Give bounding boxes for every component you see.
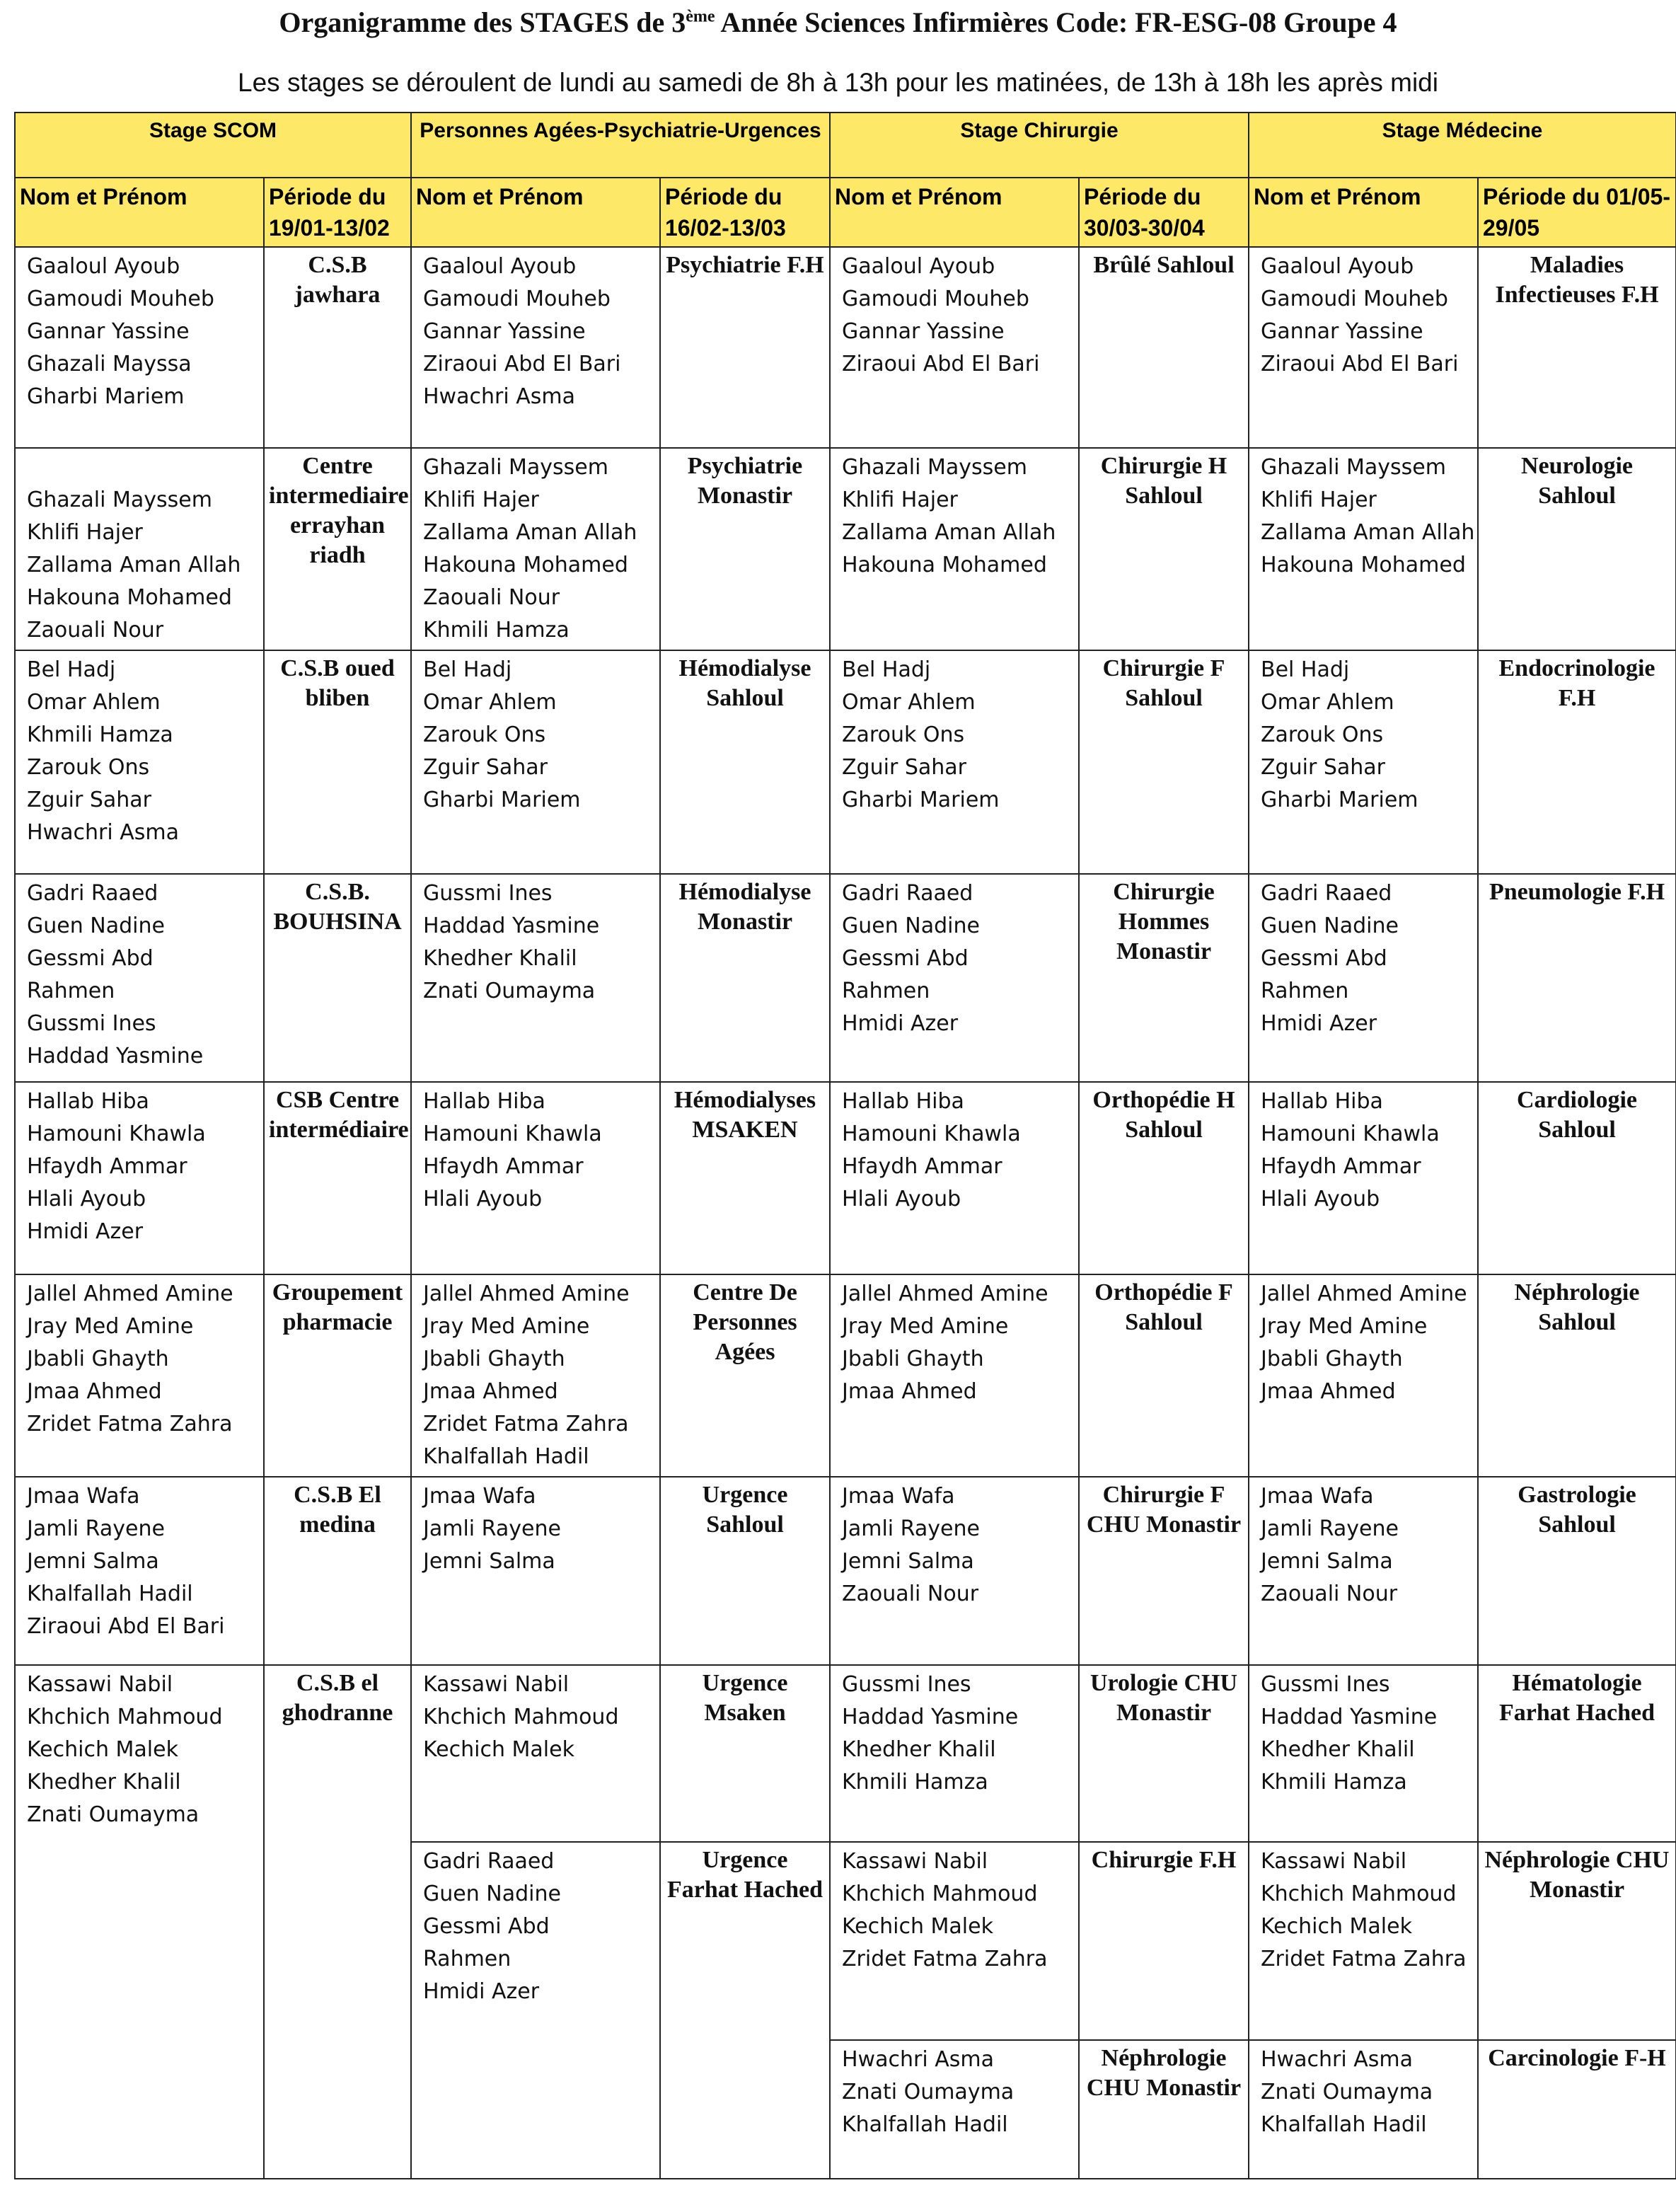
title-sup: ème <box>686 7 715 26</box>
student-name: Gadri Raaed <box>1261 881 1392 906</box>
student-name: Jamli Rayene <box>27 1516 165 1541</box>
med-names-8 <box>1249 1842 1478 2040</box>
student-name: Zridet Fatma Zahra <box>842 1947 1048 1971</box>
scom-names-2 <box>15 650 264 874</box>
student-name: Jmaa Wafa <box>842 1484 955 1509</box>
med-place-0: Maladies Infectieuses F.H <box>1478 247 1676 448</box>
scom-names-5 <box>15 1274 264 1477</box>
chir-place-1: Chirurgie H Sahloul <box>1079 448 1249 650</box>
student-name: Hakouna Mohamed <box>27 585 232 610</box>
student-name: Gamoudi Mouheb <box>842 287 1029 311</box>
internship-table <box>14 112 1676 2179</box>
student-name: Hwachri Asma <box>423 384 575 409</box>
scom-place-1: Centre intermediaire errayhan riadh <box>264 448 411 650</box>
student-name: Ziraoui Abd El Bari <box>1261 352 1459 376</box>
student-name: Gamoudi Mouheb <box>423 287 611 311</box>
chir-place-8: Chirurgie F.H <box>1079 1842 1249 2040</box>
student-name: Jbabli Ghayth <box>27 1347 169 1371</box>
student-name: Gessmi Abd <box>1261 946 1387 971</box>
med-place-9: Carcinologie F-H <box>1478 2040 1676 2179</box>
student-name: Zaouali Nour <box>27 618 164 643</box>
med-names-0 <box>1249 247 1478 448</box>
student-name: Kassawi Nabil <box>423 1672 570 1697</box>
student-name: Zarouk Ons <box>1261 722 1384 747</box>
student-name: Gessmi Abd <box>27 946 154 971</box>
student-name: Rahmen <box>1261 979 1349 1003</box>
header-nom-scom: Nom et Prénom <box>15 178 264 247</box>
student-name: Hwachri Asma <box>1261 2047 1413 2072</box>
student-name: Gharbi Mariem <box>842 788 1000 812</box>
pag-names-6 <box>411 1477 660 1665</box>
student-name: Khedher Khalil <box>842 1737 996 1762</box>
med-place-7: Hématologie Farhat Hached <box>1478 1665 1676 1842</box>
student-name: Haddad Yasmine <box>27 1044 204 1068</box>
student-name: Khchich Mahmoud <box>27 1705 223 1729</box>
student-name: Gessmi Abd <box>423 1914 550 1939</box>
med-place-2: Endocrinologie F.H <box>1478 650 1676 874</box>
header-periode-pag: Période du 16/02-13/03 <box>660 178 830 247</box>
scom-place-2: C.S.B oued bliben <box>264 650 411 874</box>
pag-names-5 <box>411 1274 660 1477</box>
student-name: Ghazali Mayssa <box>27 352 192 376</box>
student-name: Jmaa Wafa <box>1261 1484 1374 1509</box>
pag-place-8: Urgence Farhat Hached <box>660 1842 830 2179</box>
scom-names-3 <box>15 874 264 1082</box>
student-name: Gadri Raaed <box>842 881 973 906</box>
student-name: Zarouk Ons <box>27 755 150 780</box>
student-name: Omar Ahlem <box>27 690 161 715</box>
student-name: Kechich Malek <box>27 1737 178 1762</box>
student-name: Znati Oumayma <box>423 979 596 1003</box>
student-name: Jbabli Ghayth <box>842 1347 984 1371</box>
student-name: Ziraoui Abd El Bari <box>842 352 1040 376</box>
med-place-8: Néphrologie CHU Monastir <box>1478 1842 1676 2040</box>
med-names-1 <box>1249 448 1478 650</box>
student-name: Guen Nadine <box>842 914 980 938</box>
student-name: Zaouali Nour <box>423 585 560 610</box>
student-name: Khedher Khalil <box>423 946 577 971</box>
column-header-row <box>15 178 1676 247</box>
student-name: Gannar Yassine <box>27 319 190 344</box>
student-name: Khlifi Hajer <box>27 520 143 545</box>
student-name: Kassawi Nabil <box>842 1849 988 1874</box>
student-name: Hlali Ayoub <box>1261 1187 1380 1211</box>
pag-place-0: Psychiatrie F.H <box>660 247 830 448</box>
chir-names-9 <box>830 2040 1079 2179</box>
header-periode-med: Période du 01/05-29/05 <box>1478 178 1676 247</box>
student-name: Jmaa Ahmed <box>842 1379 977 1404</box>
student-name: Jray Med Amine <box>423 1314 590 1339</box>
student-name: Khalfallah Hadil <box>842 2112 1008 2137</box>
chir-names-1 <box>830 448 1079 650</box>
student-name: Ghazali Mayssem <box>423 455 608 480</box>
header-nom-med: Nom et Prénom <box>1249 178 1478 247</box>
student-name: Gussmi Ines <box>842 1672 971 1697</box>
student-name: Jmaa Ahmed <box>27 1379 162 1404</box>
chir-place-5: Orthopédie F Sahloul <box>1079 1274 1249 1477</box>
student-name: Jemni Salma <box>842 1549 974 1574</box>
student-name: Gamoudi Mouheb <box>1261 287 1448 311</box>
med-names-5 <box>1249 1274 1478 1477</box>
student-name: Kechich Malek <box>842 1914 993 1939</box>
student-name: Jbabli Ghayth <box>1261 1347 1403 1371</box>
med-names-4 <box>1249 1082 1478 1274</box>
student-name: Hallab Hiba <box>1261 1089 1383 1114</box>
student-name: Khalfallah Hadil <box>1261 2112 1427 2137</box>
student-name: Jemni Salma <box>27 1549 159 1574</box>
student-name: Khchich Mahmoud <box>423 1705 619 1729</box>
student-name: Khmili Hamza <box>1261 1770 1407 1795</box>
chir-place-7: Urologie CHU Monastir <box>1079 1665 1249 1842</box>
student-name: Gaaloul Ayoub <box>27 254 180 279</box>
chir-names-4 <box>830 1082 1079 1274</box>
student-name: Ghazali Mayssem <box>1261 455 1446 480</box>
scom-names-7 <box>15 1665 264 2179</box>
student-name: Zaouali Nour <box>1261 1582 1398 1606</box>
student-name: Jallel Ahmed Amine <box>27 1281 233 1306</box>
student-name: Gannar Yassine <box>1261 319 1423 344</box>
scom-place-6: C.S.B El medina <box>264 1477 411 1665</box>
student-name: Hamouni Khawla <box>27 1122 206 1146</box>
student-name: Ziraoui Abd El Bari <box>27 1614 225 1639</box>
student-name: Znati Oumayma <box>842 2080 1015 2104</box>
title-main: Organigramme des STAGES de 3 <box>279 6 686 38</box>
student-name: Hallab Hiba <box>27 1089 149 1114</box>
chir-place-4: Orthopédie H Sahloul <box>1079 1082 1249 1274</box>
chir-place-9: Néphrologie CHU Monastir <box>1079 2040 1249 2179</box>
student-name: Rahmen <box>423 1947 512 1971</box>
student-name: Jamli Rayene <box>1261 1516 1399 1541</box>
student-name: Gadri Raaed <box>27 881 158 906</box>
med-place-4: Cardiologie Sahloul <box>1478 1082 1676 1274</box>
student-name: Ghazali Mayssem <box>27 488 212 512</box>
student-name: Bel Hadj <box>27 657 116 682</box>
student-name: Hamouni Khawla <box>423 1122 602 1146</box>
student-name: Zallama Aman Allah <box>423 520 637 545</box>
scom-names-0 <box>15 247 264 448</box>
student-name: Hwachri Asma <box>842 2047 994 2072</box>
student-name: Kechich Malek <box>423 1737 574 1762</box>
scom-place-0: C.S.B jawhara <box>264 247 411 448</box>
student-name: Kassawi Nabil <box>27 1672 173 1697</box>
title-rest: Année Sciences Infirmières Code: FR-ESG-08 Groupe 4 <box>715 6 1397 38</box>
student-name: Zguir Sahar <box>27 788 151 812</box>
student-name <box>27 451 259 484</box>
student-name: Kassawi Nabil <box>1261 1849 1407 1874</box>
student-name: Haddad Yasmine <box>1261 1705 1438 1729</box>
pag-names-4 <box>411 1082 660 1274</box>
med-place-6: Gastrologie Sahloul <box>1478 1477 1676 1665</box>
chir-names-8 <box>830 1842 1079 2040</box>
student-name: Hallab Hiba <box>842 1089 964 1114</box>
student-name: Hfaydh Ammar <box>842 1154 1002 1179</box>
student-name: Guen Nadine <box>1261 914 1399 938</box>
student-name: Bel Hadj <box>1261 657 1350 682</box>
header-periode-chir: Période du 30/03-30/04 <box>1079 178 1249 247</box>
scom-place-3: C.S.B. BOUHSINA <box>264 874 411 1082</box>
student-name: Jmaa Wafa <box>423 1484 536 1509</box>
pag-place-3: Hémodialyse Monastir <box>660 874 830 1082</box>
student-name: Khlifi Hajer <box>842 488 958 512</box>
student-name: Gharbi Mariem <box>1261 788 1418 812</box>
student-name: Jmaa Ahmed <box>423 1379 558 1404</box>
student-name: Hamouni Khawla <box>842 1122 1021 1146</box>
student-name: Zguir Sahar <box>842 755 966 780</box>
student-name: Khalfallah Hadil <box>27 1582 193 1606</box>
pag-names-2 <box>411 650 660 874</box>
header-nom-chir: Nom et Prénom <box>830 178 1079 247</box>
med-names-2 <box>1249 650 1478 874</box>
student-name: Zarouk Ons <box>423 722 546 747</box>
student-name: Hfaydh Ammar <box>423 1154 584 1179</box>
student-name: Gaaloul Ayoub <box>842 254 995 279</box>
pag-place-2: Hémodialyse Sahloul <box>660 650 830 874</box>
student-name: Bel Hadj <box>423 657 512 682</box>
student-name: Jbabli Ghayth <box>423 1347 565 1371</box>
student-name: Gharbi Mariem <box>423 788 581 812</box>
scom-place-5: Groupement pharmacie <box>264 1274 411 1477</box>
med-place-5: Néphrologie Sahloul <box>1478 1274 1676 1477</box>
student-name: Gannar Yassine <box>423 319 586 344</box>
scom-names-1 <box>15 448 264 650</box>
student-name: Gessmi Abd <box>842 946 969 971</box>
student-name: Khmili Hamza <box>423 618 570 643</box>
chir-names-0 <box>830 247 1079 448</box>
student-name: Jallel Ahmed Amine <box>423 1281 630 1306</box>
student-name: Hmidi Azer <box>1261 1011 1377 1036</box>
student-name: Ziraoui Abd El Bari <box>423 352 621 376</box>
med-names-3 <box>1249 874 1478 1082</box>
student-name: Khalfallah Hadil <box>423 1444 589 1469</box>
pag-place-5: Centre De Personnes Agées <box>660 1274 830 1477</box>
student-name: Kechich Malek <box>1261 1914 1412 1939</box>
section-scom: Stage SCOM <box>15 113 411 178</box>
med-names-6 <box>1249 1477 1478 1665</box>
student-name: Zallama Aman Allah <box>1261 520 1475 545</box>
student-name: Zallama Aman Allah <box>27 553 241 577</box>
student-name: Gussmi Ines <box>423 881 553 906</box>
section-chirurgie: Stage Chirurgie <box>830 113 1249 178</box>
student-name: Haddad Yasmine <box>423 914 600 938</box>
student-name: Gadri Raaed <box>423 1849 555 1874</box>
student-name: Khedher Khalil <box>1261 1737 1415 1762</box>
header-nom-pag: Nom et Prénom <box>411 178 660 247</box>
student-name: Jray Med Amine <box>1261 1314 1428 1339</box>
student-name: Rahmen <box>27 979 115 1003</box>
student-name: Zridet Fatma Zahra <box>423 1412 629 1436</box>
student-name: Gaaloul Ayoub <box>1261 254 1414 279</box>
student-name: Khmili Hamza <box>842 1770 988 1795</box>
pag-names-0 <box>411 247 660 448</box>
student-name: Zarouk Ons <box>842 722 965 747</box>
pag-place-1: Psychiatrie Monastir <box>660 448 830 650</box>
student-name: Zguir Sahar <box>1261 755 1385 780</box>
pag-names-1 <box>411 448 660 650</box>
chir-place-0: Brûlé Sahloul <box>1079 247 1249 448</box>
student-name: Hakouna Mohamed <box>842 553 1047 577</box>
student-name: Hmidi Azer <box>27 1219 144 1244</box>
student-name: Hwachri Asma <box>27 820 179 845</box>
pag-place-6: Urgence Sahloul <box>660 1477 830 1665</box>
student-name: Zaouali Nour <box>842 1582 979 1606</box>
student-name: Jemni Salma <box>1261 1549 1393 1574</box>
student-name: Jray Med Amine <box>27 1314 194 1339</box>
chir-names-3 <box>830 874 1079 1082</box>
student-name: Zguir Sahar <box>423 755 548 780</box>
student-name: Jmaa Wafa <box>27 1484 140 1509</box>
student-name: Omar Ahlem <box>423 690 557 715</box>
section-medecine: Stage Médecine <box>1249 113 1676 178</box>
pag-names-8 <box>411 1842 660 2179</box>
chir-names-5 <box>830 1274 1079 1477</box>
table-row <box>15 247 1676 448</box>
table-row <box>15 448 1676 650</box>
student-name: Gussmi Ines <box>1261 1672 1390 1697</box>
section-header-row <box>15 113 1676 178</box>
pag-names-7 <box>411 1665 660 1842</box>
student-name: Khlifi Hajer <box>1261 488 1377 512</box>
student-name: Hfaydh Ammar <box>1261 1154 1421 1179</box>
student-name: Khlifi Hajer <box>423 488 539 512</box>
section-personnes-agees: Personnes Agées-Psychiatrie-Urgences <box>411 113 830 178</box>
chir-names-7 <box>830 1665 1079 1842</box>
student-name: Jallel Ahmed Amine <box>842 1281 1048 1306</box>
student-name: Gharbi Mariem <box>27 384 185 409</box>
med-place-3: Pneumologie F.H <box>1478 874 1676 1082</box>
student-name: Gannar Yassine <box>842 319 1005 344</box>
student-name: Hakouna Mohamed <box>423 553 628 577</box>
student-name: Khedher Khalil <box>27 1770 181 1795</box>
student-name: Hmidi Azer <box>842 1011 959 1036</box>
student-name: Jamli Rayene <box>842 1516 980 1541</box>
med-names-9 <box>1249 2040 1478 2179</box>
chir-place-6: Chirurgie F CHU Monastir <box>1079 1477 1249 1665</box>
chir-place-2: Chirurgie F Sahloul <box>1079 650 1249 874</box>
student-name: Hmidi Azer <box>423 1979 540 2004</box>
student-name: Hlali Ayoub <box>27 1187 146 1211</box>
table-row <box>15 1082 1676 1274</box>
student-name: Znati Oumayma <box>27 1802 200 1827</box>
student-name: Guen Nadine <box>423 1882 561 1906</box>
student-name: Ghazali Mayssem <box>842 455 1027 480</box>
student-name: Zallama Aman Allah <box>842 520 1056 545</box>
chir-names-2 <box>830 650 1079 874</box>
scom-place-7: C.S.B el ghodranne <box>264 1665 411 2179</box>
student-name: Znati Oumayma <box>1261 2080 1433 2104</box>
student-name: Jmaa Ahmed <box>1261 1379 1396 1404</box>
scom-names-4 <box>15 1082 264 1274</box>
student-name: Gussmi Ines <box>27 1011 156 1036</box>
student-name: Jray Med Amine <box>842 1314 1009 1339</box>
table-row <box>15 874 1676 1082</box>
student-name: Jallel Ahmed Amine <box>1261 1281 1467 1306</box>
student-name: Hfaydh Ammar <box>27 1154 187 1179</box>
header-periode-scom: Période du 19/01-13/02 <box>264 178 411 247</box>
student-name: Hlali Ayoub <box>842 1187 961 1211</box>
student-name: Hallab Hiba <box>423 1089 545 1114</box>
student-name: Omar Ahlem <box>842 690 976 715</box>
student-name: Haddad Yasmine <box>842 1705 1019 1729</box>
student-name: Gaaloul Ayoub <box>423 254 577 279</box>
student-name: Hakouna Mohamed <box>1261 553 1466 577</box>
pag-place-7: Urgence Msaken <box>660 1665 830 1842</box>
scom-names-6 <box>15 1477 264 1665</box>
chir-place-3: Chirurgie Hommes Monastir <box>1079 874 1249 1082</box>
student-name: Jemni Salma <box>423 1549 555 1574</box>
table-row <box>15 1274 1676 1477</box>
student-name: Gamoudi Mouheb <box>27 287 214 311</box>
schedule-subtitle: Les stages se déroulent de lundi au samedi de 8h à 13h pour les matinées, de 13h à 18h les après midi <box>238 68 1438 97</box>
pag-names-3 <box>411 874 660 1082</box>
student-name: Zridet Fatma Zahra <box>1261 1947 1467 1971</box>
student-name: Khchich Mahmoud <box>1261 1882 1457 1906</box>
student-name: Zridet Fatma Zahra <box>27 1412 233 1436</box>
student-name: Bel Hadj <box>842 657 931 682</box>
student-name: Khmili Hamza <box>27 722 173 747</box>
student-name: Hlali Ayoub <box>423 1187 543 1211</box>
med-names-7 <box>1249 1665 1478 1842</box>
table-row <box>15 650 1676 874</box>
table-row <box>15 1477 1676 1665</box>
table-row <box>15 1665 1676 1842</box>
student-name: Jamli Rayene <box>423 1516 561 1541</box>
pag-place-4: Hémodialyses MSAKEN <box>660 1082 830 1274</box>
student-name: Rahmen <box>842 979 930 1003</box>
student-name: Khchich Mahmoud <box>842 1882 1038 1906</box>
student-name: Guen Nadine <box>27 914 165 938</box>
chir-names-6 <box>830 1477 1079 1665</box>
scom-place-4: CSB Centre intermédiaire <box>264 1082 411 1274</box>
med-place-1: Neurologie Sahloul <box>1478 448 1676 650</box>
document-title <box>0 6 1676 39</box>
student-name: Omar Ahlem <box>1261 690 1394 715</box>
student-name: Hamouni Khawla <box>1261 1122 1440 1146</box>
